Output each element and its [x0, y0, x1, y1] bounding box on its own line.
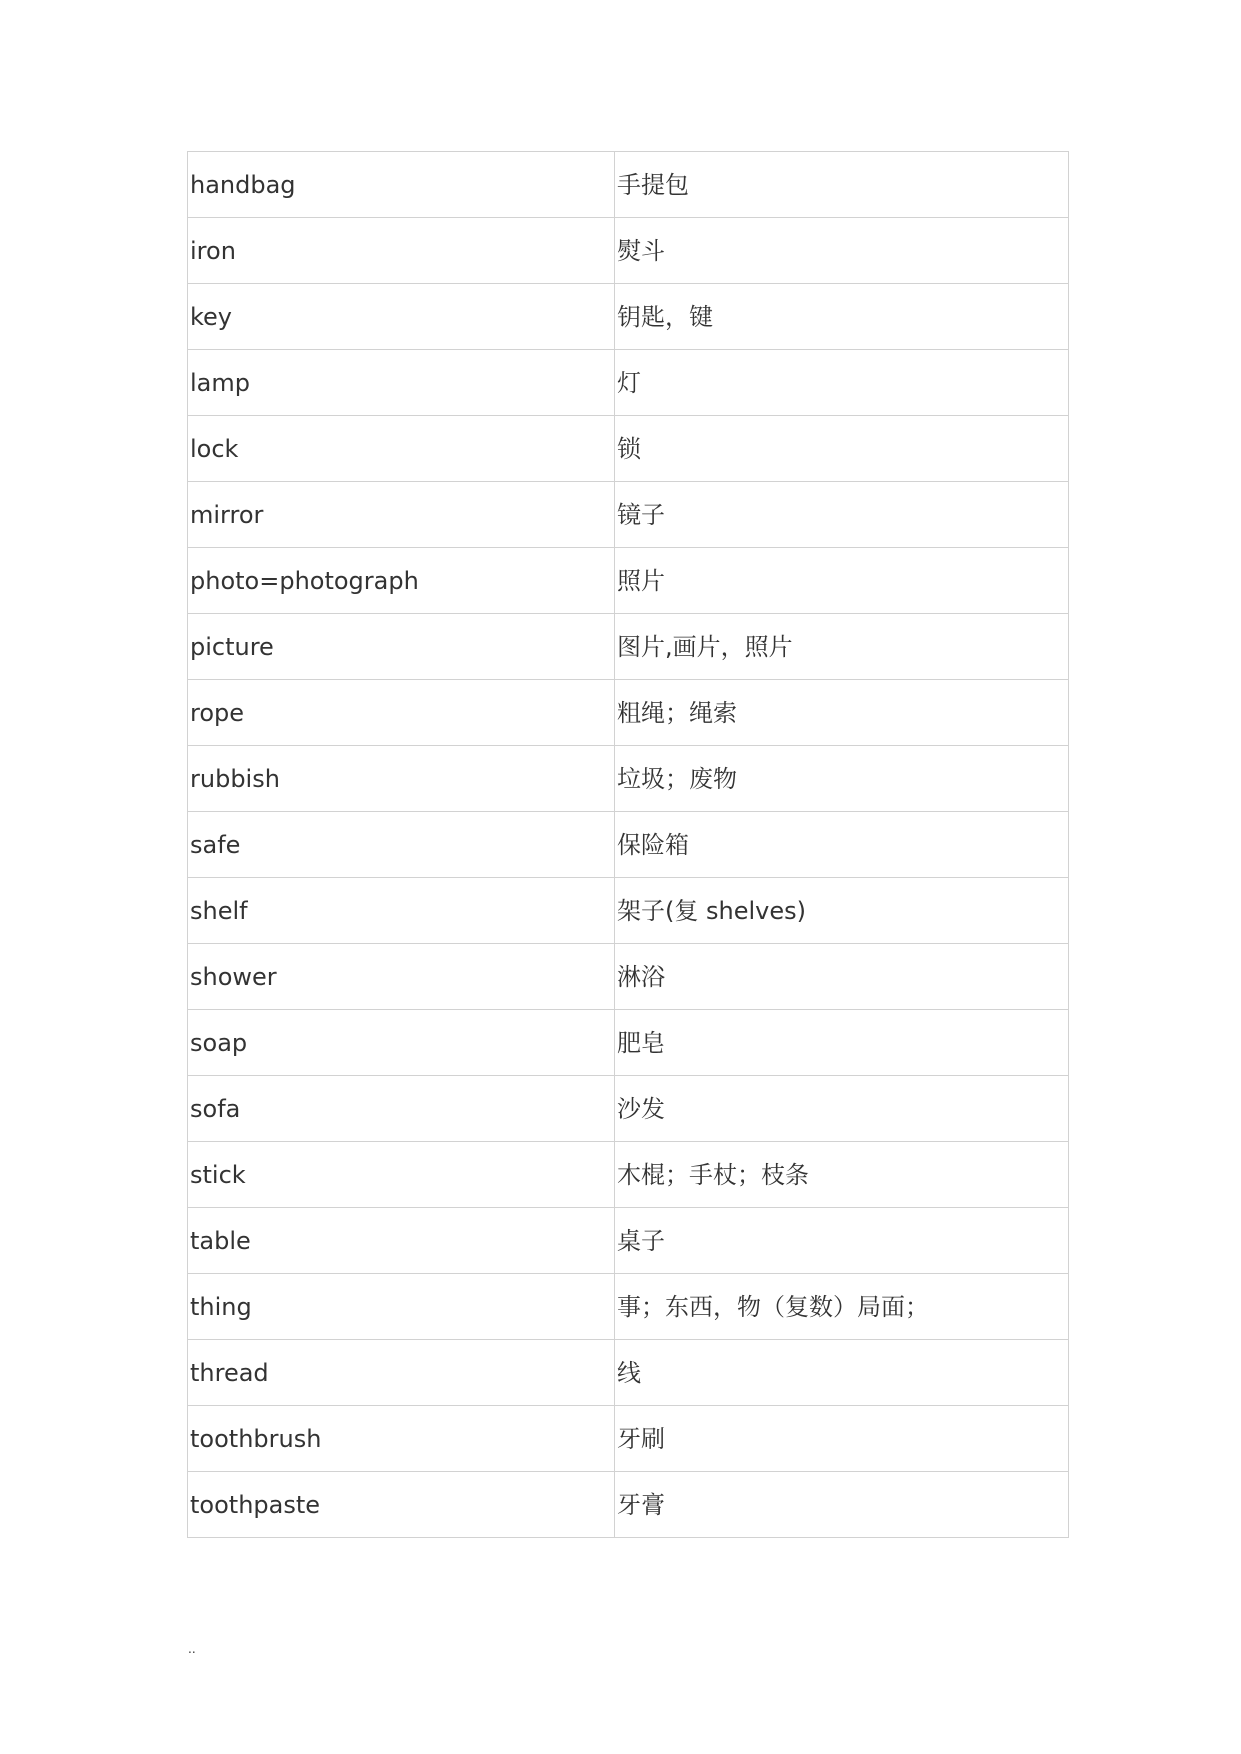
english-word: handbag: [188, 152, 615, 218]
chinese-meaning: 桌子: [615, 1208, 1069, 1274]
table-row: [188, 1208, 1069, 1274]
table-row: [188, 1010, 1069, 1076]
english-word: lock: [188, 416, 615, 482]
chinese-meaning: 图片,画片，照片: [615, 614, 1069, 680]
english-word: rubbish: [188, 746, 615, 812]
english-word: key: [188, 284, 615, 350]
english-word: thread: [188, 1340, 615, 1406]
english-word: soap: [188, 1010, 615, 1076]
table-row: [188, 878, 1069, 944]
english-word: photo=photograph: [188, 548, 615, 614]
english-word: table: [188, 1208, 615, 1274]
english-word: lamp: [188, 350, 615, 416]
table-row: [188, 416, 1069, 482]
table-row: [188, 944, 1069, 1010]
chinese-meaning: 牙膏: [615, 1472, 1069, 1538]
english-word: toothbrush: [188, 1406, 615, 1472]
table-row: [188, 614, 1069, 680]
chinese-meaning: 牙刷: [615, 1406, 1069, 1472]
table-row: [188, 284, 1069, 350]
chinese-meaning: 沙发: [615, 1076, 1069, 1142]
english-word: sofa: [188, 1076, 615, 1142]
english-word: thing: [188, 1274, 615, 1340]
table-row: [188, 1340, 1069, 1406]
chinese-meaning: 熨斗: [615, 218, 1069, 284]
table-row: [188, 350, 1069, 416]
vocabulary-table: [187, 151, 1069, 1538]
table-row: [188, 1406, 1069, 1472]
table-row: [188, 680, 1069, 746]
english-word: rope: [188, 680, 615, 746]
chinese-meaning: 手提包: [615, 152, 1069, 218]
chinese-meaning: 木棍；手杖；枝条: [615, 1142, 1069, 1208]
english-word: shower: [188, 944, 615, 1010]
chinese-meaning: 镜子: [615, 482, 1069, 548]
english-word: picture: [188, 614, 615, 680]
table-row: [188, 1472, 1069, 1538]
table-row: [188, 1274, 1069, 1340]
chinese-meaning: 肥皂: [615, 1010, 1069, 1076]
english-word: safe: [188, 812, 615, 878]
vocabulary-table-body: [188, 152, 1069, 1538]
chinese-meaning: 垃圾；废物: [615, 746, 1069, 812]
english-word: shelf: [188, 878, 615, 944]
chinese-meaning: 照片: [615, 548, 1069, 614]
table-row: [188, 746, 1069, 812]
english-word: toothpaste: [188, 1472, 615, 1538]
chinese-meaning: 架子(复 shelves): [615, 878, 1069, 944]
chinese-meaning: 事；东西，物（复数）局面；: [615, 1274, 1069, 1340]
table-row: [188, 1076, 1069, 1142]
chinese-meaning: 钥匙，键: [615, 284, 1069, 350]
english-word: stick: [188, 1142, 615, 1208]
table-row: [188, 218, 1069, 284]
table-row: [188, 548, 1069, 614]
table-row: [188, 812, 1069, 878]
chinese-meaning: 粗绳；绳索: [615, 680, 1069, 746]
table-row: [188, 482, 1069, 548]
page-footer-mark: ..: [188, 1642, 196, 1656]
table-row: [188, 1142, 1069, 1208]
chinese-meaning: 淋浴: [615, 944, 1069, 1010]
chinese-meaning: 灯: [615, 350, 1069, 416]
chinese-meaning: 线: [615, 1340, 1069, 1406]
table-row: [188, 152, 1069, 218]
chinese-meaning: 保险箱: [615, 812, 1069, 878]
english-word: mirror: [188, 482, 615, 548]
english-word: iron: [188, 218, 615, 284]
chinese-meaning: 锁: [615, 416, 1069, 482]
